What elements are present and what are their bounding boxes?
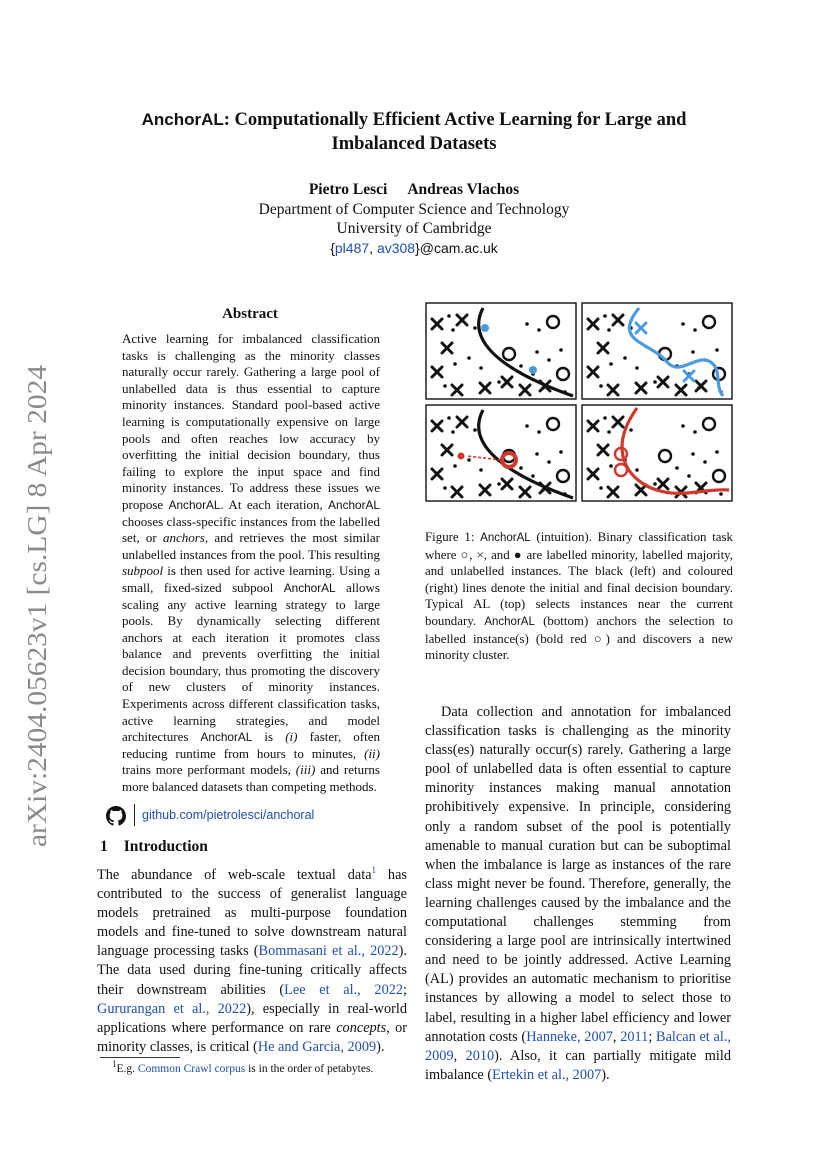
dot-marker bbox=[541, 488, 545, 492]
dot-marker bbox=[473, 326, 477, 330]
section-number: 1 bbox=[100, 838, 108, 855]
abstract-text: trains more performant models, bbox=[122, 762, 296, 778]
dot-marker bbox=[531, 474, 535, 478]
method-name: AnchorAL bbox=[480, 532, 531, 544]
citation-link[interactable]: 2010 bbox=[465, 1047, 495, 1064]
dot-marker bbox=[447, 314, 451, 318]
github-icon bbox=[106, 806, 126, 826]
abstract-text: chooses class-specific instances from the labelled set, or bbox=[122, 513, 380, 546]
abstract-emphasis: (ii) bbox=[364, 745, 380, 761]
dot-marker bbox=[719, 492, 723, 496]
method-name: AnchorAL bbox=[328, 497, 380, 512]
dot-marker bbox=[541, 386, 545, 390]
affiliation-univ: University of Cambridge bbox=[336, 220, 492, 237]
paragraph-text: Data collection and annotation for imbalanced classification tasks is challenging as the minority class(es) naturally occur(s) rarely. Gathering a large pool of unlabelled data is often essential to capture minority instances making manual annotation prohibitively expensive. In principle, considering only a random subset of the pool is potentially amenable to manual curation but can be suboptimal when the imbalance is large as instances of the rare class might never be found. Therefore, generally, the learning challenges caused by the imbalance and the computational challenges stemming from considering a large pool are intrinsically intertwined and need to be jointly addressed. Active Learning (AL) provides an automatic mechanism to prioritise instances by allowing a model to select those to label, resulting in a higher label efficiency and lower annotation costs ( bbox=[425, 704, 731, 1045]
email-link-1[interactable]: pl487 bbox=[334, 239, 370, 256]
dot-marker bbox=[451, 328, 455, 332]
dot-marker bbox=[603, 416, 607, 420]
title-line2: Imbalanced Datasets bbox=[331, 134, 497, 154]
abstract-emphasis: (i) bbox=[285, 729, 298, 745]
dot-marker bbox=[525, 424, 529, 428]
dot-marker bbox=[519, 466, 523, 470]
dot-marker bbox=[453, 464, 457, 468]
figure-1 bbox=[425, 302, 733, 502]
dot-marker bbox=[479, 366, 483, 370]
abstract-emphasis: anchors bbox=[162, 530, 205, 546]
footnote-text: E.g. bbox=[116, 1063, 138, 1075]
dot-marker bbox=[681, 424, 685, 428]
intro-text: ), especially in real-world applications where performance on rare bbox=[97, 1000, 407, 1036]
dot-marker bbox=[547, 358, 551, 362]
abstract-text: and returns more balanced datasets than competing methods. bbox=[122, 762, 380, 795]
dot-marker bbox=[693, 328, 697, 332]
dot-marker bbox=[519, 364, 523, 368]
dot-marker bbox=[623, 356, 627, 360]
email-brace-open: { bbox=[330, 239, 335, 256]
footnote-text: is in the order of petabytes. bbox=[245, 1063, 374, 1075]
dot-marker bbox=[635, 468, 639, 472]
dot-marker bbox=[635, 366, 639, 370]
paragraph-text: ; bbox=[648, 1028, 657, 1045]
citation-link[interactable]: He and Garcia, 2009 bbox=[257, 1038, 377, 1055]
dot-marker bbox=[443, 384, 447, 388]
dot-marker bbox=[473, 428, 477, 432]
dot-marker bbox=[603, 314, 607, 318]
dot-marker bbox=[535, 350, 539, 354]
citation-link[interactable]: Lee et al., 2022 bbox=[284, 981, 404, 998]
figure-panel-bottom-right bbox=[582, 405, 732, 501]
dot-marker bbox=[629, 428, 633, 432]
intro-paragraph bbox=[97, 866, 407, 1057]
right-paragraph bbox=[425, 703, 731, 1085]
dot-marker bbox=[607, 430, 611, 434]
dot-marker bbox=[599, 384, 603, 388]
abstract-emphasis: subpool bbox=[122, 563, 164, 579]
dot-marker bbox=[467, 458, 471, 462]
intro-text: ; bbox=[403, 981, 407, 998]
dot-marker bbox=[691, 452, 695, 456]
dot-marker bbox=[693, 430, 697, 434]
method-name: AnchorAL bbox=[168, 497, 221, 512]
title-method-name: AnchorAL bbox=[141, 110, 224, 129]
dot-marker bbox=[497, 380, 501, 384]
author-names bbox=[100, 180, 728, 200]
dot-marker bbox=[697, 386, 701, 390]
section-title: Introduction bbox=[123, 838, 208, 855]
arxiv-sidebar bbox=[14, 360, 58, 850]
dot-marker bbox=[479, 468, 483, 472]
caption-text: (intuition). Binary classification task where ○, ×, and ● are labelled minority, labelled majority, and unlabelled instances. The black (left) and coloured (right) lines denote the initial and final decision boundary. Typical AL (top) selects instances near the current boundary. bbox=[425, 530, 733, 628]
dot-marker bbox=[451, 430, 455, 434]
github-divider bbox=[134, 804, 135, 826]
footnote-mark[interactable]: 1 bbox=[371, 865, 377, 876]
figure-panel-bottom-left bbox=[426, 405, 576, 501]
dot-marker bbox=[547, 460, 551, 464]
dot-marker bbox=[681, 322, 685, 326]
citation-link[interactable]: Bommasani et al., 2022 bbox=[258, 943, 399, 960]
paragraph-text: ). bbox=[601, 1066, 610, 1083]
intro-text: , or minority classes, is critical ( bbox=[97, 1019, 408, 1055]
paragraph-text: ). Also, it can partially mitigate mild imbalance ( bbox=[425, 1047, 731, 1083]
dot-marker bbox=[599, 486, 603, 490]
abstract-text: is bbox=[252, 729, 286, 745]
citation-link[interactable]: Ertekin et al., 2007 bbox=[492, 1066, 602, 1083]
paper-title bbox=[100, 108, 728, 156]
author-block bbox=[100, 180, 728, 258]
citation-link[interactable]: Gururangan et al., 2022 bbox=[97, 1000, 247, 1017]
footnote-link[interactable]: Common Crawl corpus bbox=[137, 1063, 246, 1075]
email-domain: }@cam.ac.uk bbox=[415, 239, 498, 256]
author-email bbox=[100, 239, 728, 259]
intro-emphasis: concepts bbox=[336, 1019, 387, 1036]
intro-text: The abundance of web-scale textual data bbox=[97, 867, 372, 883]
intro-text: ). bbox=[376, 1038, 385, 1055]
section-heading bbox=[100, 838, 208, 856]
dot-marker bbox=[443, 486, 447, 490]
author-1: Pietro Lesci bbox=[308, 181, 388, 198]
dot-marker bbox=[481, 324, 489, 332]
dot-marker bbox=[715, 450, 719, 454]
abstract-text: , and retrieves the most similar unlabelled instances from the pool. This resulting bbox=[122, 530, 380, 562]
dot-marker bbox=[458, 453, 465, 460]
dot-marker bbox=[607, 328, 611, 332]
paragraph-text: , bbox=[453, 1047, 466, 1064]
dot-marker bbox=[687, 474, 691, 478]
footnote-number: 1 bbox=[112, 1059, 117, 1070]
abstract-text: faster, often reducing runtime from hours to minutes, bbox=[122, 729, 381, 761]
dot-marker bbox=[653, 380, 657, 384]
dot-marker bbox=[537, 430, 541, 434]
dot-marker bbox=[559, 348, 563, 352]
figure-panel-top-left bbox=[426, 303, 576, 399]
figure-caption bbox=[425, 529, 733, 664]
method-name: AnchorAL bbox=[200, 730, 253, 745]
dot-marker bbox=[703, 460, 707, 464]
dot-marker bbox=[559, 450, 563, 454]
abstract-text: Active learning for imbalanced classification tasks is challenging as the minority classes naturally occur rarely. Gathering a large pool of unlabelled data is thus essential to capture minority instances. Standard pool-based active learning is computationally expensive on large pools and often reaches low accuracy by overfitting the initial decision boundary, thus failing to explore the input space and find minority instances. To address these issues we propose bbox=[122, 331, 380, 512]
intro-text: has contributed to the success of generalist language models pretrained as multi-purpose foundation models and fine-tuned to solve downstream natural language processing tasks ( bbox=[97, 867, 407, 960]
arxiv-identifier: arXiv:2404.05623v1 [cs.LG] 8 Apr 2024 bbox=[22, 404, 52, 847]
footnote-rule bbox=[100, 1057, 180, 1058]
dot-marker bbox=[609, 464, 613, 468]
intro-text: ). The data used during fine-tuning critically affects their downstream abilities ( bbox=[97, 943, 408, 998]
method-name: AnchorAL bbox=[484, 615, 535, 628]
dot-marker bbox=[715, 348, 719, 352]
email-separator: , bbox=[369, 239, 377, 256]
dot-marker bbox=[535, 452, 539, 456]
abstract-text: allows scaling any active learning strategy to large pools. By dynamically selecting different anchors at each iteration it promotes class balance and prevents overfitting the initial decision boundary, thus promoting the discovery of new clusters of minority instances. Experiments across different classification tasks, active learning strategies, and model architectures bbox=[122, 579, 380, 745]
paragraph-text: , bbox=[612, 1028, 621, 1045]
github-link[interactable]: github.com/pietrolesci/anchoral bbox=[142, 808, 315, 822]
citation-link[interactable]: 2011 bbox=[620, 1028, 649, 1045]
abstract-text: is then used for active learning. Using a small, fixed-sized subpool bbox=[122, 563, 380, 595]
dot-marker bbox=[529, 366, 537, 374]
caption-text: (bottom) anchors the selection to labelled instance(s) (bold red ○) and discovers a new minority cluster. bbox=[425, 613, 733, 663]
abstract-heading: Abstract bbox=[222, 306, 278, 322]
dot-marker bbox=[653, 482, 657, 486]
dot-marker bbox=[691, 350, 695, 354]
caption-text: Figure 1: bbox=[425, 530, 481, 544]
dot-marker bbox=[675, 466, 679, 470]
author-2: Andreas Vlachos bbox=[407, 181, 520, 198]
abstract-body bbox=[122, 331, 380, 796]
citation-link[interactable]: Hanneke, 2007 bbox=[526, 1028, 613, 1045]
method-name: AnchorAL bbox=[283, 580, 336, 595]
abstract-text: . At each iteration, bbox=[220, 496, 329, 512]
github-row bbox=[106, 804, 406, 828]
figure-panel-top-right bbox=[582, 303, 732, 399]
dot-marker bbox=[537, 328, 541, 332]
dot-marker bbox=[447, 416, 451, 420]
title-line1: : Computationally Efficient Active Learning for Large and bbox=[223, 110, 687, 130]
dot-marker bbox=[497, 482, 501, 486]
affiliation-dept: Department of Computer Science and Technology bbox=[258, 200, 570, 218]
citation-link[interactable]: Balcan et al., 2009 bbox=[425, 1028, 731, 1064]
footnote bbox=[112, 1059, 412, 1075]
dot-marker bbox=[453, 362, 457, 366]
dot-marker bbox=[525, 322, 529, 326]
email-link-2[interactable]: av308 bbox=[376, 239, 416, 256]
dot-marker bbox=[609, 362, 613, 366]
abstract-emphasis: (iii) bbox=[295, 762, 316, 778]
dot-marker bbox=[467, 356, 471, 360]
